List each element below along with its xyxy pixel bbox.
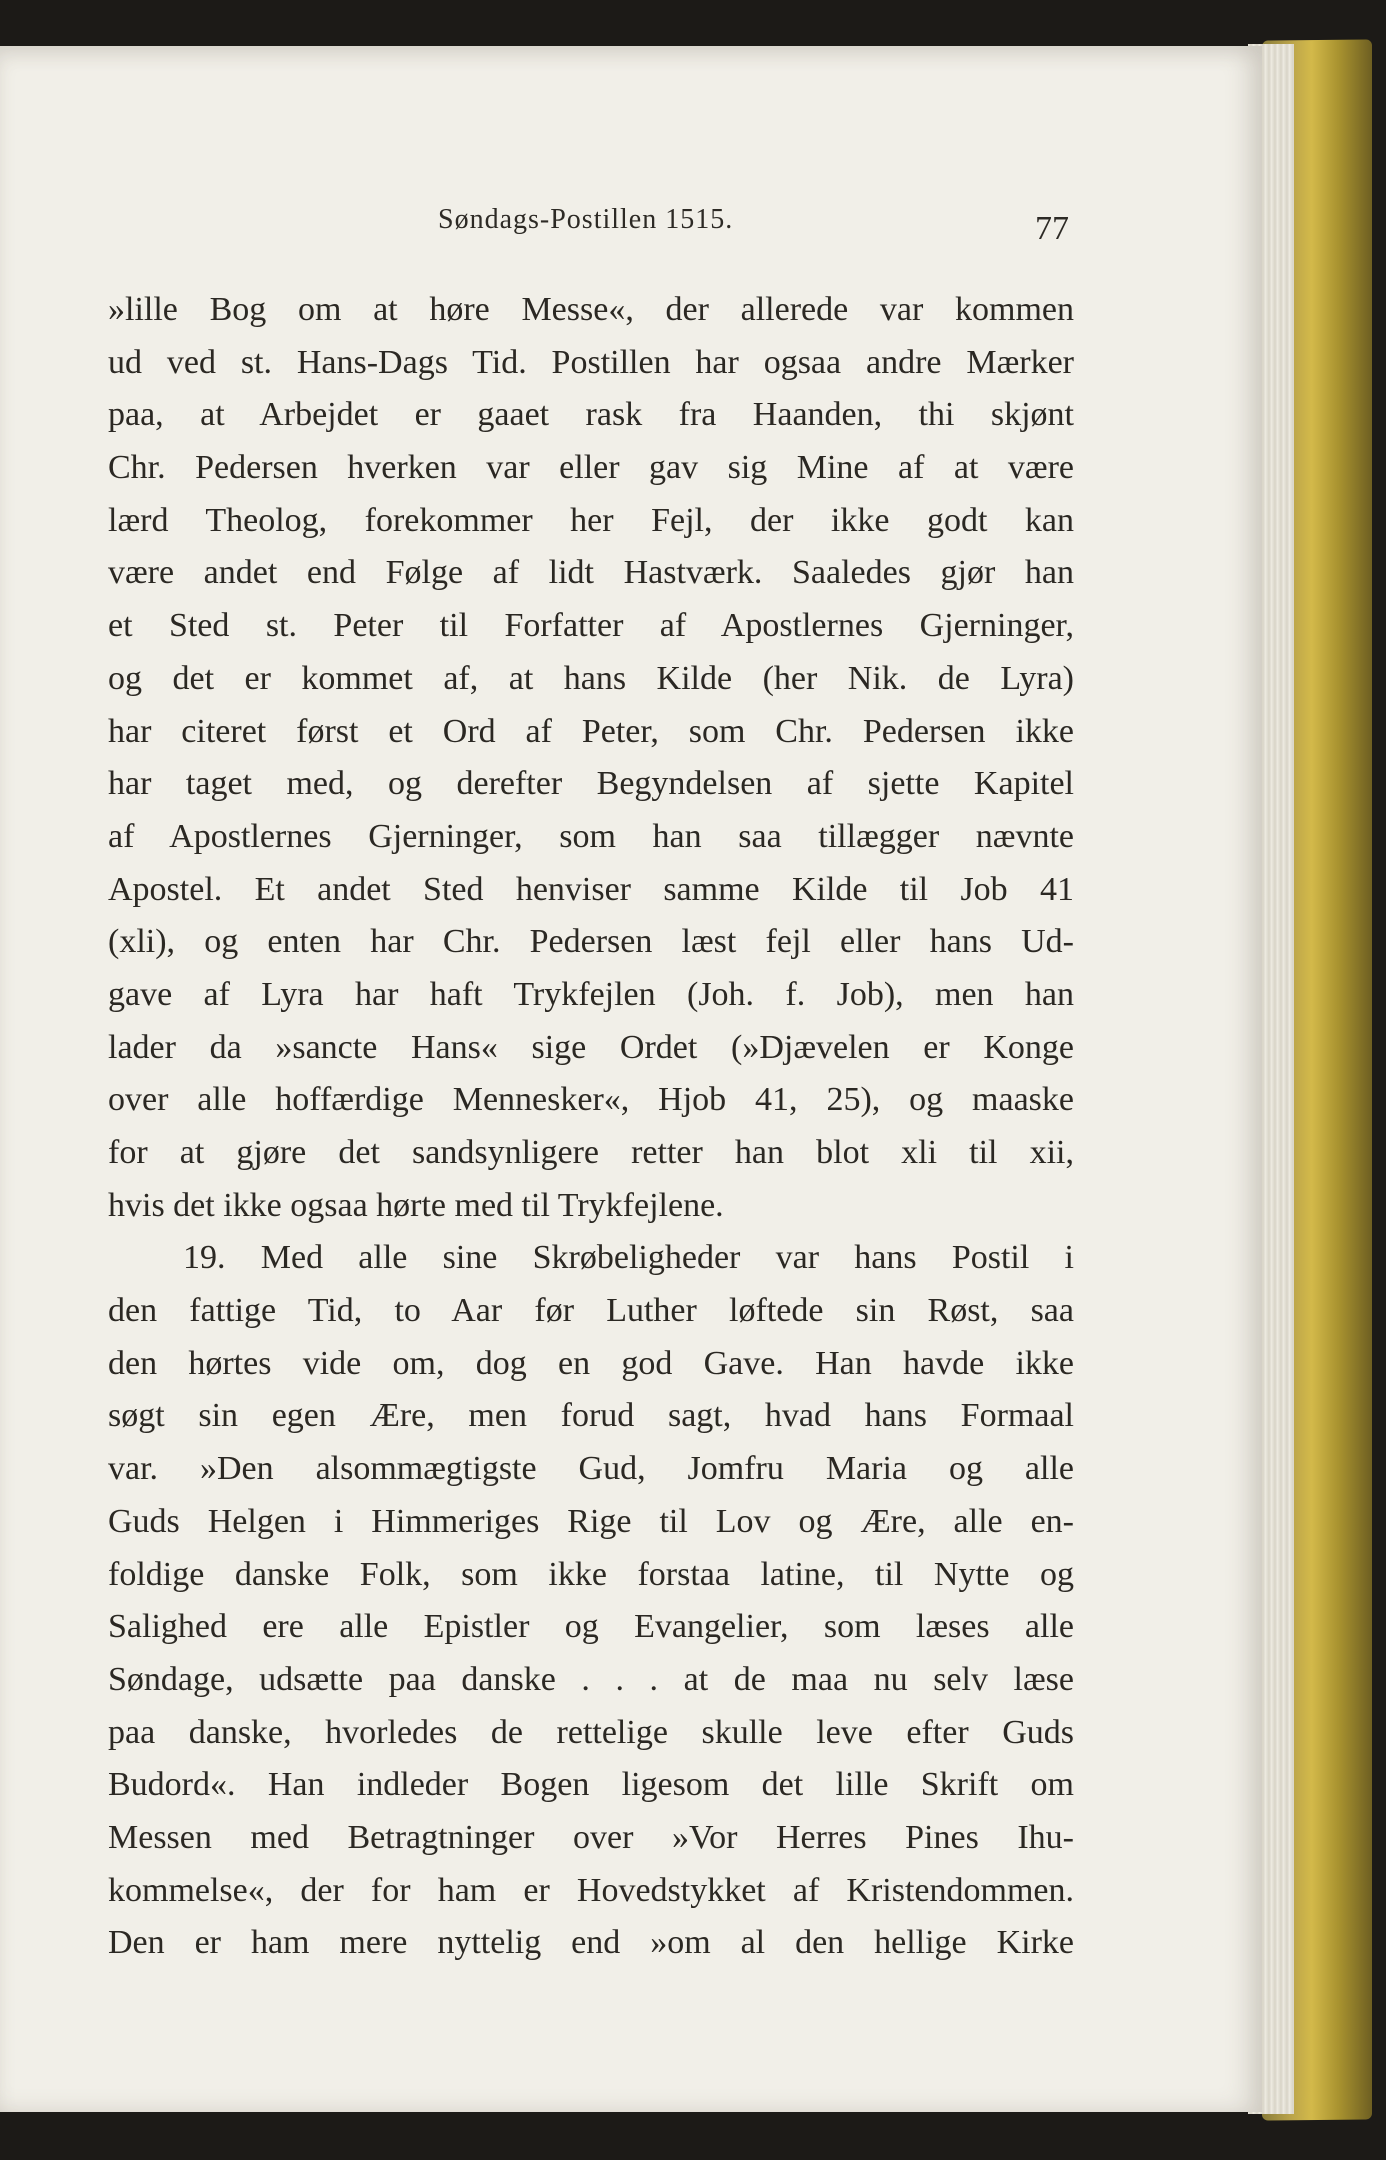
text-line: Salighed ere alle Epistler og Evangelier, som læses alle: [108, 1608, 1074, 1646]
text-line: var. »Den alsommægtigste Gud, Jomfru Maria og alle: [108, 1450, 1074, 1488]
text-line: har taget med, og derefter Begyndelsen af sjette Kapitel: [108, 765, 1074, 803]
page-header: [0, 154, 1262, 247]
text-line: den fattige Tid, to Aar før Luther løftede sin Røst, saa: [108, 1292, 1074, 1330]
text-line: den hørtes vide om, dog en god Gave. Han havde ikke: [108, 1344, 1074, 1382]
text-line: hvis det ikke ogsaa hørte med til Trykfejlene.: [108, 1186, 724, 1224]
text-line: paa, at Arbejdet er gaaet rask fra Haanden, thi skjønt: [108, 396, 1074, 434]
text-line: ud ved st. Hans-Dags Tid. Postillen har ogsaa andre Mærker: [108, 343, 1074, 381]
text-line: (xli), og enten har Chr. Pedersen læst fejl eller hans Ud-: [108, 923, 1074, 961]
running-title: Søndags-Postillen 1515.: [438, 204, 734, 235]
text-line: kommelse«, der for ham er Hovedstykket af Kristendommen.: [108, 1871, 1074, 1909]
text-line: har citeret først et Ord af Peter, som Chr. Pedersen ikke: [108, 712, 1074, 750]
text-line: »lille Bog om at høre Messe«, der allerede var kommen: [108, 291, 1074, 328]
text-line: et Sted st. Peter til Forfatter af Apostlernes Gjerninger,: [108, 607, 1074, 645]
body-text: [108, 284, 1074, 1970]
text-line: af Apostlernes Gjerninger, som han saa tillægger nævnte: [108, 817, 1074, 855]
text-line: Søndage, udsætte paa danske . . . at de maa nu selv læse: [108, 1660, 1074, 1698]
text-line: for at gjøre det sandsynligere retter han blot xli til xii,: [108, 1134, 1074, 1171]
text-line: foldige danske Folk, som ikke forstaa latine, til Nytte og: [108, 1555, 1074, 1593]
book-page: [0, 46, 1262, 2112]
text-line: Apostel. Et andet Sted henviser samme Kilde til Job 41: [108, 870, 1074, 908]
text-line: være andet end Følge af lidt Hastværk. Saaledes gjør han: [108, 554, 1074, 592]
text-line: lader da »sancte Hans« sige Ordet (»Djævelen er Konge: [108, 1028, 1074, 1066]
text-line: og det er kommet af, at hans Kilde (her Nik. de Lyra): [108, 659, 1074, 697]
page-number: 77: [1035, 210, 1069, 247]
text-line: paa danske, hvorledes de rettelige skulle leve efter Guds: [108, 1713, 1074, 1751]
text-line: Messen med Betragtninger over »Vor Herres Pines Ihu-: [108, 1818, 1074, 1856]
text-line: gave af Lyra har haft Trykfejlen (Joh. f. Job), men han: [108, 975, 1074, 1013]
text-line: Budord«. Han indleder Bogen ligesom det lille Skrift om: [108, 1766, 1074, 1804]
text-line: Den er ham mere nyttelig end »om al den hellige Kirke: [108, 1924, 1074, 1962]
text-line: lærd Theolog, forekommer her Fejl, der ikke godt kan: [108, 501, 1074, 539]
text-line: Guds Helgen i Himmeriges Rige til Lov og Ære, alle en-: [108, 1502, 1074, 1540]
text-line: søgt sin egen Ære, men forud sagt, hvad hans Formaal: [108, 1397, 1074, 1435]
text-line: Chr. Pedersen hverken var eller gav sig Mine af at være: [108, 449, 1074, 487]
text-line: over alle hoffærdige Mennesker«, Hjob 41, 25), og maaske: [108, 1081, 1074, 1119]
text-line: 19. Med alle sine Skrøbeligheder var hans Postil i: [183, 1239, 1074, 1277]
